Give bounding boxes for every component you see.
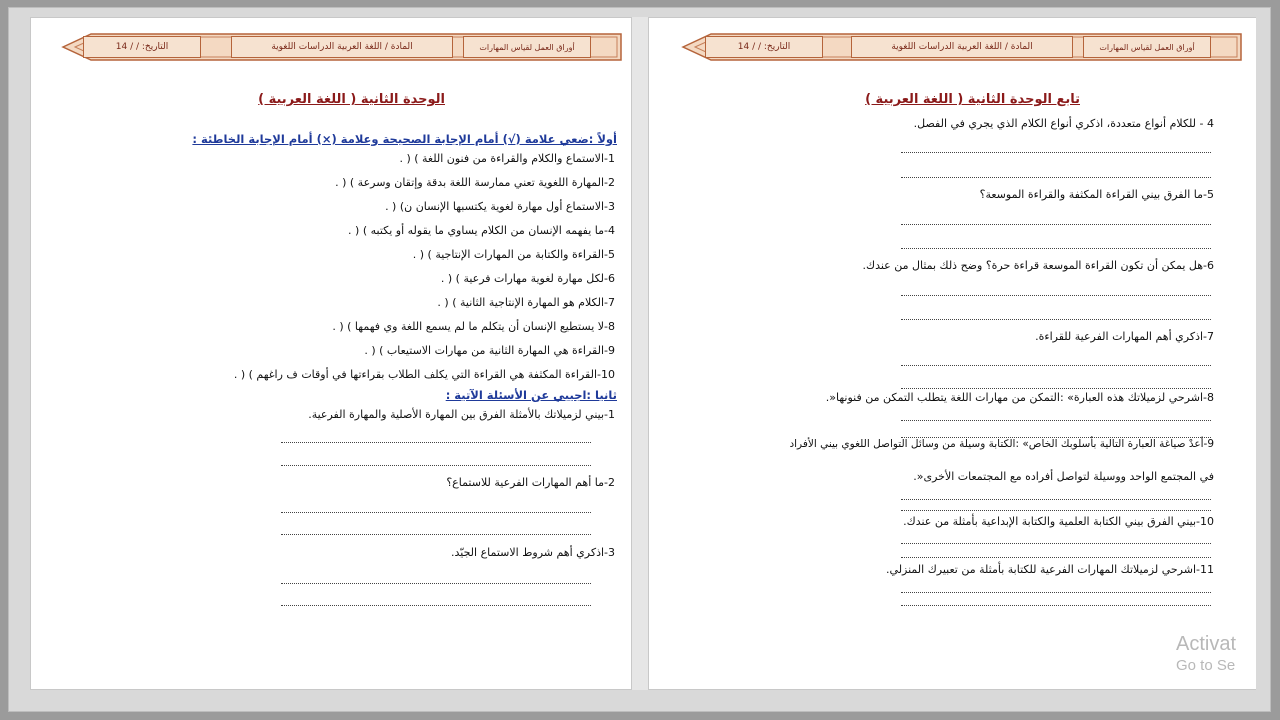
answer-line — [901, 419, 1211, 421]
answer-line — [901, 387, 1211, 389]
answer-line — [281, 441, 591, 443]
question-3: 3-اذكري أهم شروط الاستماع الجيّد. — [450, 546, 615, 559]
date-field: التاريخ: / / 14 — [115, 42, 169, 52]
unit-title: الوحدة الثانية ( اللغة العربية ) — [258, 92, 445, 107]
answer-line — [901, 556, 1211, 558]
activation-watermark — [1176, 632, 1256, 684]
question-10: 10-بيني الفرق بيني الكتابة العلمية والكتابة الإبداعية بأمثلة من عندك. — [903, 515, 1214, 528]
answer-line — [901, 247, 1211, 249]
question-11: 11-اشرحي لزميلاتك المهارات الفرعية للكتابة بأمثلة من تعبيرك المنزلي. — [886, 563, 1214, 576]
answer-line — [901, 364, 1211, 366]
date-field-box — [705, 36, 823, 58]
section-one-heading: أولاً :ضعي علامة (√) أمام الإجابة الصحيحة وعلامة (×) أمام الإجابة الخاطئة : — [192, 132, 617, 146]
true-false-item-8: 8-لا يستطيع الإنسان أن يتكلم ما لم يسمع اللغة وي فهمها ) ( . — [332, 320, 615, 333]
answer-line — [901, 604, 1211, 606]
unit-title: تابع الوحدة الثانية ( اللغة العربية ) — [865, 92, 1080, 107]
worksheet-page-right — [648, 17, 1256, 690]
answer-line — [901, 294, 1211, 296]
question-9-line-2: في المجتمع الواحد ووسيلة لتواصل أفراده مع المجتمعات الأخرى«. — [913, 470, 1214, 483]
answer-line — [281, 511, 591, 513]
true-false-item-6: 6-لكل مهارة لغوية مهارات فرعية ) ( . — [440, 272, 615, 285]
answer-line — [901, 151, 1211, 153]
section-two-heading: ثانيا :اجيبي عن الأسئلة الآتية : — [445, 388, 617, 402]
question-6: 6-هل يمكن أن تكون القراءة الموسعة قراءة حرة؟ وضح ذلك بمثال من عندك. — [862, 259, 1214, 272]
answer-line — [901, 318, 1211, 320]
sheet-label: أوراق العمل لقياس المهارات — [479, 42, 575, 52]
sheet-label: أوراق العمل لقياس المهارات — [1099, 42, 1195, 52]
question-4: 4 - للكلام أنواع متعددة، اذكري أنواع الكلام الذي يجري في الفصل. — [913, 117, 1214, 130]
true-false-item-3: 3-الاستماع أول مهارة لغوية يكتسبها الإنسان ن) ( . — [385, 200, 615, 213]
subject-box — [851, 36, 1073, 58]
question-1: 1-بيني لزميلاتك بالأمثلة الفرق بين المهارة الأصلية والمهارة الفرعية. — [308, 408, 615, 421]
question-2: 2-ما أهم المهارات الفرعية للاستماع؟ — [446, 476, 615, 489]
answer-line — [901, 498, 1211, 500]
sheet-label-box — [1083, 36, 1211, 58]
true-false-item-10: 10-القراءة المكثفة هي القراءة التي يكلف الطلاب بقراءتها في أوقات ف راغهم ) ( . — [233, 368, 615, 381]
question-8: 8-اشرحي لزميلاتك هذه العبارة» :التمكن من مهارات اللغة يتطلب التمكن من فنونها«. — [825, 391, 1214, 404]
answer-line — [281, 604, 591, 606]
answer-line — [901, 542, 1211, 544]
subject-box — [231, 36, 453, 58]
answer-line — [281, 582, 591, 584]
true-false-item-1: 1-الاستماع والكلام والقراءة من فنون اللغة ) ( . — [399, 152, 615, 165]
true-false-item-7: 7-الكلام هو المهارة الإنتاجية الثانية ) ( . — [437, 296, 615, 309]
answer-line — [901, 223, 1211, 225]
watermark-line-1: Activat — [1176, 633, 1237, 655]
date-field: التاريخ: / / 14 — [737, 42, 791, 52]
true-false-item-2: 2-المهارة اللغوية تعني ممارسة اللغة بدقة وإتقان وسرعة ) ( . — [335, 176, 615, 189]
answer-line — [901, 591, 1211, 593]
sheet-label-box — [463, 36, 591, 58]
worksheet-page-left — [30, 17, 632, 690]
subject-label: المادة / اللغة العربية الدراسات اللغوية — [891, 42, 1033, 52]
watermark-line-2: Go to Se — [1176, 657, 1236, 674]
question-9-line-1: 9-أعدْ صياغة العبارة التالية بأسلوبك الخاص» :الكتابة وسيلة من وسائل التواصل اللغوي بيني الأفراد — [789, 438, 1214, 450]
true-false-item-4: 4-ما يفهمه الإنسان من الكلام يساوي ما يقوله أو يكتبه ) ( . — [348, 224, 615, 237]
true-false-item-5: 5-القراءة والكتابة من المهارات الإنتاجية ) ( . — [412, 248, 615, 261]
answer-line — [281, 533, 591, 535]
question-7: 7-اذكري أهم المهارات الفرعية للقراءة. — [1035, 330, 1214, 343]
answer-line — [281, 464, 591, 466]
date-field-box — [83, 36, 201, 58]
true-false-item-9: 9-القراءة هي المهارة الثانية من مهارات الاستيعاب ) ( . — [364, 344, 615, 357]
answer-line — [901, 176, 1211, 178]
answer-line — [901, 509, 1211, 511]
subject-label: المادة / اللغة العربية الدراسات اللغوية — [271, 42, 413, 52]
question-5: 5-ما الفرق بيني القراءة المكثفة والقراءة الموسعة؟ — [979, 188, 1214, 201]
page-gutter — [632, 17, 648, 690]
